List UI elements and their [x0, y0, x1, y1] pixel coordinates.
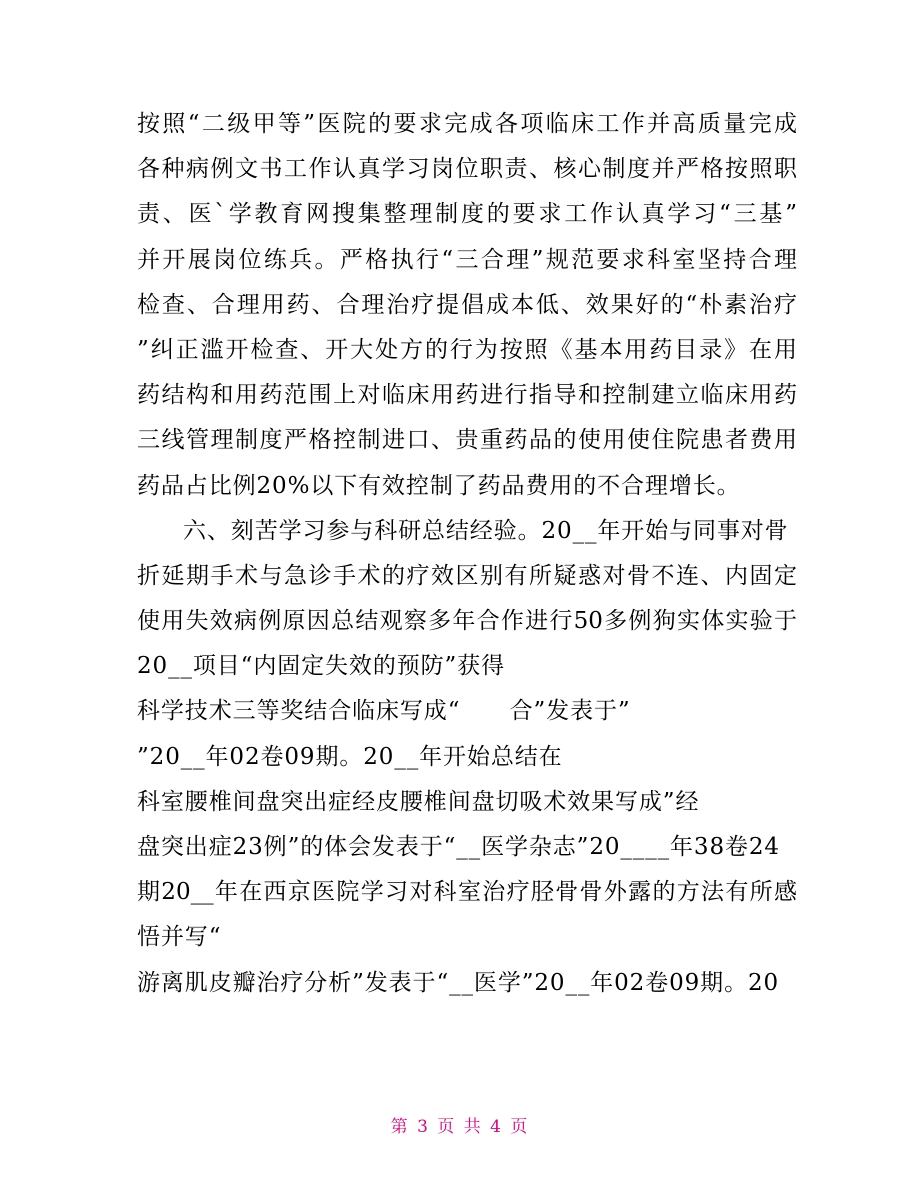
text-line: 药结构和用药范围上对临床用药进行指导和控制建立临床用药: [137, 382, 797, 409]
text-line: 并开展岗位练兵。严格执行“三合理”规范要求科室坚持合理: [137, 246, 797, 273]
paragraph-start-line: 六、刻苦学习参与科研总结经验。20__年开始与同事对骨: [183, 517, 789, 544]
text-line: 药品占比例20%以下有效控制了药品费用的不合理增长。: [137, 472, 741, 499]
page-number-footer: 第 3 页 共 4 页: [390, 1117, 530, 1137]
text-line: ”纠正滥开检查、开大处方的行为按照《基本用药目录》在用: [137, 336, 797, 363]
text-line: 盘突出症23例”的体会发表于“__医学杂志”20____年38卷24: [137, 834, 780, 860]
document-body: [137, 102, 797, 1006]
text-line: 折延期手术与急诊手术的疗效区别有所疑惑对骨不连、内固定: [137, 562, 797, 589]
text-line: 使用失效病例原因总结观察多年合作进行50多例狗实体实验于: [137, 608, 797, 635]
text-line: 各种病例文书工作认真学习岗位职责、核心制度并严格按照职: [137, 156, 797, 183]
text-line: 按照“二级甲等”医院的要求完成各项临床工作并高质量完成: [137, 111, 797, 137]
text-line: 责、医`学教育网搜集整理制度的要求工作认真学习“三基”: [137, 201, 797, 228]
text-line: 科室腰椎间盘突出症经皮腰椎间盘切吸术效果写成”经: [137, 788, 700, 815]
text-line: 三线管理制度严格控制进口、贵重药品的使用使住院患者费用: [137, 427, 797, 454]
text-line: 20__项目“内固定失效的预防”获得: [137, 653, 505, 680]
text-line: 检查、合理用药、合理治疗提倡成本低、效果好的“朴素治疗: [137, 291, 797, 318]
text-line: 科学技术三等奖结合临床写成“ 合”发表于”: [137, 698, 631, 725]
text-line: 游离肌皮瓣治疗分析”发表于“__医学”20__年02卷09期。20: [137, 969, 780, 996]
text-line: 期20__年在西京医院学习对科室治疗胫骨骨外露的方法有所感: [137, 879, 797, 906]
text-line: ”20__年02卷09期。20__年开始总结在: [137, 743, 563, 770]
text-line: 悟并写“: [137, 924, 222, 951]
